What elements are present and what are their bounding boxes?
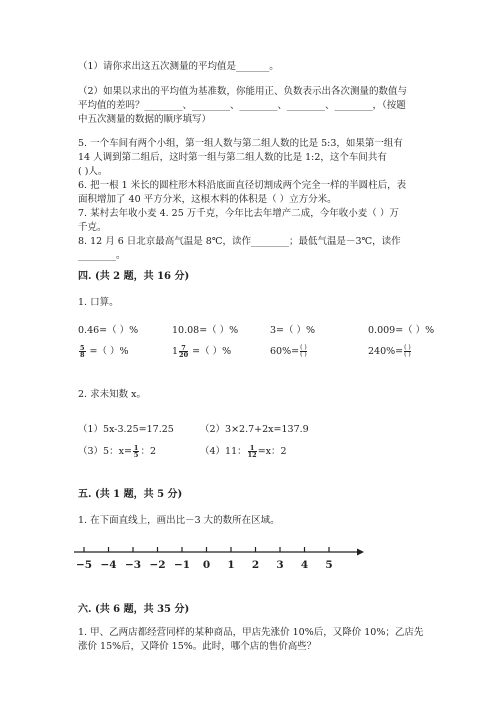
number-line-label: 3 bbox=[276, 559, 284, 571]
equation-1: （1）5x-3.25=17.25 bbox=[78, 424, 174, 435]
number-line-label: −5 bbox=[75, 559, 93, 571]
number-line-label: −2 bbox=[149, 559, 166, 571]
problem-6-1-line-1: 1. 甲、乙两店都经营同样的某种商品，甲店先涨价 10%后，又降价 10%；乙店先 bbox=[78, 627, 424, 638]
number-line-label: 2 bbox=[251, 559, 260, 571]
equation-4: （4）11： $\frac{1}{12}$ =x：2 bbox=[200, 444, 287, 459]
section-6-title: 六. (共 6 题，共 35 分) bbox=[78, 604, 190, 615]
problem-6-line-1: 6. 把一根 1 米长的圆柱形木料沿底面直径切割成两个完全一样的半圆柱后，表 bbox=[78, 180, 407, 191]
q2-line-1: （2）如果以求出的平均值为基准数，你能用正、负数表示出各次测量的数值与 bbox=[78, 86, 408, 97]
fraction: $\frac{1}{5}$ bbox=[133, 444, 139, 459]
number-line-label: 0 bbox=[202, 559, 211, 571]
number-line bbox=[0, 540, 500, 580]
q2-line-3: 中五次测量的数据的顺序填写） bbox=[78, 114, 212, 125]
solve-x-title: 2. 求未知数 x。 bbox=[78, 389, 146, 400]
number-line-label: 1 bbox=[227, 559, 235, 571]
oral-calc-r2-c1: $\frac{5}{8}$ =（ ）% bbox=[80, 344, 129, 359]
blank-fraction: ( ) ( ) bbox=[300, 344, 307, 358]
problem-5-line-1: 5. 一个车间有两个小组，第一组人数与第二组人数的比是 5:3，如果第一组有 bbox=[78, 138, 403, 149]
oral-calc-r2-c2: 1 $\frac{7}{20}$ =（ ）% bbox=[172, 344, 232, 359]
problem-7-line-2: 千克。 bbox=[78, 222, 107, 233]
problem-5-line-2: 14 人调到第二组后，这时第一组与第二组人数的比是 1:2，这个车间共有 bbox=[78, 152, 387, 163]
oral-calc-r1-c1: 0.46=（ ）% bbox=[78, 325, 139, 336]
number-line-label: −3 bbox=[124, 559, 142, 571]
blank-fraction: ( ) ( ) bbox=[404, 344, 411, 358]
problem-6-1-line-2: 涨价 15%后，又降价 15%。此时，哪个店的售价高些？ bbox=[78, 641, 317, 652]
problem-5-line-3: ( )人。 bbox=[78, 166, 108, 177]
number-line-question: 1. 在下面直线上，画出比－3 大的数所在区域。 bbox=[78, 515, 280, 526]
equation-3: （3）5：x= $\frac{1}{5}$ ：2 bbox=[78, 444, 156, 459]
fraction: $\frac{7}{20}$ bbox=[179, 344, 189, 359]
fraction: $\frac{5}{8}$ bbox=[80, 344, 85, 359]
section-4-title: 四. (共 2 题，共 16 分) bbox=[78, 271, 190, 282]
problem-6-line-2: 面积增加了 40 平方分米，这根木料的体积是（ ）立方分米。 bbox=[78, 194, 337, 205]
arrow-right-icon bbox=[357, 549, 364, 556]
number-line-label: 5 bbox=[325, 559, 333, 571]
problem-7-line-1: 7. 某村去年收小麦 4. 25 万千克，今年比去年增产二成，今年收小麦（ ）万 bbox=[78, 208, 399, 219]
oral-calc-r1-c3: 3=（ ）% bbox=[270, 325, 316, 336]
q2-line-2: 平均值的差吗？________、________、________、________、________，（按题 bbox=[78, 100, 406, 111]
section-5-title: 五. (共 1 题，共 5 分) bbox=[78, 489, 183, 500]
problem-8-line-1: 8. 12 月 6 日北京最高气温是 8℃，读作________；最低气温是－3℃，读作 bbox=[78, 236, 401, 247]
oral-calc-r2-c3: 60%= ( ) ( ) bbox=[270, 344, 307, 358]
oral-calc-r2-c4: 240%= ( ) ( ) bbox=[368, 344, 411, 358]
q1-line: （1）请你求出这五次测量的平均值是_______。 bbox=[78, 61, 279, 72]
oral-calc-r1-c4: 0.009=（ ）% bbox=[368, 325, 435, 336]
number-line-label: −4 bbox=[100, 559, 117, 571]
oral-calc-title: 1. 口算。 bbox=[78, 297, 119, 308]
number-line-label: 4 bbox=[300, 559, 309, 571]
oral-calc-r1-c2: 10.08=（ ）% bbox=[172, 325, 239, 336]
equation-2: （2）3×2.7+2x=137.9 bbox=[200, 424, 309, 435]
problem-8-line-2: ________。 bbox=[78, 250, 126, 261]
number-line-label: −1 bbox=[173, 559, 191, 571]
fraction: $\frac{1}{12}$ bbox=[247, 444, 257, 459]
